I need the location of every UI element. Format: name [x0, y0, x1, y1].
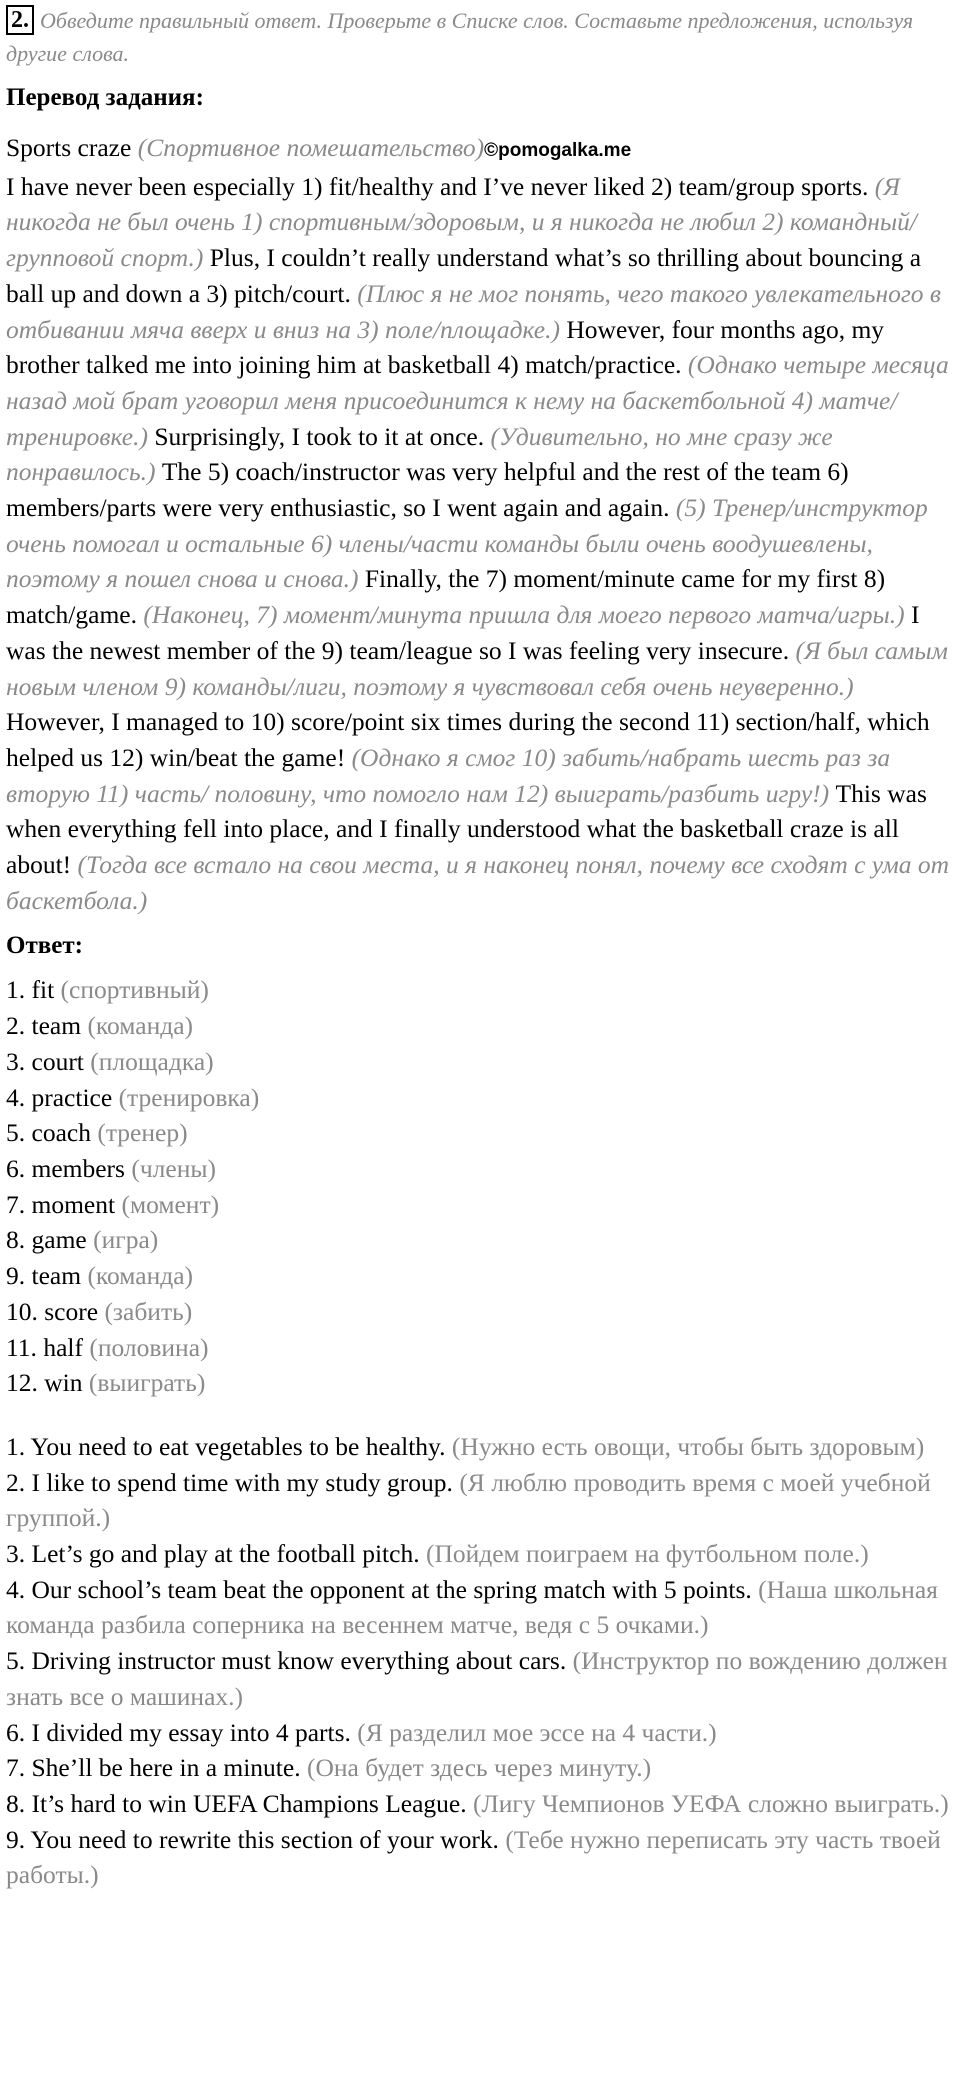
sentence-ru: (Пойдем поиграем на футбольном поле.) — [425, 1539, 869, 1569]
task-number-box: 2. — [6, 5, 34, 35]
answer-item — [6, 1365, 956, 1401]
sentence-ru: (Тебе нужно переписать эту часть твоей работы.) — [6, 1824, 941, 1890]
segment-ru: (Я никогда не был очень 1) спортивным/здоровым, и я никогда не любил 2) командный/групповой спорт.) — [6, 171, 917, 273]
answer-number: 7. — [6, 1189, 26, 1219]
segment-en: I have never been especially 1) fit/healthy and I’ve never liked 2) team/group sports. — [6, 171, 875, 201]
segment-ru: (Плюс я не мог понять, чего такого увлекательного в отбивании мяча вверх и вниз на 3) поле/площадке.) — [6, 278, 941, 344]
segment-en: Plus, I couldn’t really understand what’s so thrilling about bouncing a ball up and down a 3) pitch/court. — [6, 243, 922, 308]
sentence-ru: (Она будет здесь через минуту.) — [306, 1753, 652, 1783]
answer-number: 5. — [6, 1118, 26, 1148]
segment-en: However, I managed to 10) score/point six times during the second 11) section/half, which helped us 12) win/beat the game! — [6, 707, 930, 772]
answer-number: 4. — [6, 1082, 26, 1112]
document-page — [6, 4, 956, 1893]
sentence-en: 1. You need to eat vegetables to be healthy. — [6, 1431, 446, 1461]
sentence-ru: (Наша школьная команда разбила соперника на весеннем матче, ведя с 5 очками.) — [6, 1574, 938, 1640]
answer-word: fit — [31, 975, 55, 1005]
segment-ru: (Удивительно, но мне сразу же понравилось.) — [6, 421, 833, 487]
answer-heading: Ответ: — [6, 932, 83, 960]
answer-translation: (тренировка) — [118, 1082, 260, 1112]
answer-translation: (забить) — [104, 1296, 193, 1326]
segment-ru: (5) Тренер/инструктор очень помогал и остальные 6) члены/части команды были очень воодушевлены, поэтому я пошел снова и снова.) — [6, 493, 928, 594]
segment-ru: (Однако я смог 10) забить/набрать шесть раз за вторую 11) часть/ половину, что помогло нам 12) выиграть/разбить игру!) — [6, 742, 891, 808]
sentence-item — [6, 1786, 956, 1822]
answer-translation: (игра) — [93, 1225, 159, 1255]
answer-number: 3. — [6, 1046, 26, 1076]
sentence-ru: (Я люблю проводить время с моей учебной группой.) — [6, 1467, 931, 1533]
sentence-en: 8. It’s hard to win UEFA Champions League. — [6, 1788, 467, 1818]
sentence-en: 7. She’ll be here in a minute. — [6, 1753, 301, 1783]
example-sentences — [6, 1429, 956, 1893]
translation-heading: Перевод задания: — [6, 84, 204, 111]
answer-item — [6, 1044, 956, 1080]
answer-item — [6, 1258, 956, 1294]
answer-word: moment — [31, 1189, 116, 1219]
answer-item — [6, 1151, 956, 1187]
answer-item — [6, 1080, 956, 1116]
answer-item — [6, 972, 956, 1008]
sentence-item — [6, 1750, 956, 1786]
answer-number: 12. — [6, 1368, 38, 1398]
sentence-ru: (Я разделил мое эссе на 4 части.) — [357, 1717, 717, 1747]
answer-translation: (выиграть) — [88, 1368, 206, 1398]
answer-translation: (площадка) — [90, 1046, 214, 1076]
answer-number: 8. — [6, 1225, 26, 1255]
segment-ru: (Тогда все встало на свои места, и я наконец понял, почему все сходят с ума от баскетбола.) — [6, 850, 950, 915]
answer-word: win — [44, 1368, 83, 1398]
sentence-ru: (Лигу Чемпионов УЕФА сложно выиграть.) — [472, 1788, 949, 1818]
segment-ru: (Однако четыре месяца назад мой брат уговорил меня присоединится к нему на баскетбольной 4) матче/тренировке.) — [6, 350, 949, 451]
segment-en: Finally, the 7) moment/minute came for my first 8) match/game. — [6, 564, 886, 630]
answer-item — [6, 1222, 956, 1258]
sentence-item — [6, 1465, 956, 1536]
answer-word: team — [31, 1011, 82, 1041]
answer-number: 10. — [6, 1296, 38, 1326]
answer-word: score — [44, 1296, 99, 1326]
answer-translation: (команда) — [87, 1011, 193, 1041]
answer-word: team — [31, 1261, 82, 1291]
sentence-en: 4. Our school’s team beat the opponent at the spring match with 5 points. — [6, 1574, 752, 1604]
answer-item — [6, 1294, 956, 1330]
answer-word: practice — [31, 1082, 113, 1112]
answer-word: court — [31, 1046, 84, 1076]
sentence-ru: (Нужно есть овощи, чтобы быть здоровым) — [451, 1431, 925, 1461]
sentence-en: 2. I like to spend time with my study group. — [6, 1467, 453, 1497]
answer-number: 1. — [6, 975, 26, 1005]
answer-word: game — [31, 1225, 87, 1255]
text-title-en: Sports craze — [6, 133, 138, 162]
segment-en: This was when everything fell into place, and I finally understood what the basketball craze is all about! — [6, 778, 927, 880]
answer-translation: (момент) — [121, 1189, 220, 1219]
sentence-en: 6. I divided my essay into 4 parts. — [6, 1717, 351, 1747]
answer-translation: (половина) — [89, 1332, 209, 1362]
watermark-text: ©pomogalka.me — [484, 140, 632, 161]
answer-translation: (члены) — [131, 1153, 216, 1183]
answer-number: 6. — [6, 1153, 26, 1183]
answer-item — [6, 1008, 956, 1044]
text-title-ru: (Спортивное помешательство) — [137, 133, 485, 162]
answer-word: coach — [31, 1118, 91, 1148]
sentence-item — [6, 1429, 956, 1465]
task-instruction-text: Обведите правильный ответ. Проверьте в Списке слов. Составьте предложения, используя другие слова. — [6, 8, 914, 66]
answer-number: 2. — [6, 1011, 26, 1041]
sentence-item — [6, 1536, 956, 1572]
sentence-en: 9. You need to rewrite this section of your work. — [6, 1824, 499, 1854]
segment-en: Surprisingly, I took to it at once. — [154, 421, 491, 451]
sentence-ru: (Инструктор по вождению должен знать все о машинах.) — [6, 1646, 948, 1711]
answer-word: half — [43, 1332, 83, 1362]
answer-number: 11. — [6, 1332, 37, 1362]
sentence-en: 3. Let’s go and play at the football pitch. — [6, 1539, 420, 1569]
answer-translation: (тренер) — [97, 1118, 188, 1148]
answer-number: 9. — [6, 1261, 26, 1291]
task-instruction — [6, 4, 956, 70]
answer-list — [6, 972, 956, 1400]
answer-item — [6, 1187, 956, 1223]
answer-item — [6, 1115, 956, 1151]
sentence-item — [6, 1822, 956, 1893]
answer-translation: (спортивный) — [60, 975, 209, 1005]
segment-ru: (Наконец, 7) момент/минута пришла для моего первого матча/игры.) — [143, 600, 911, 630]
sentence-en: 5. Driving instructor must know everything about cars. — [6, 1646, 567, 1676]
answer-item — [6, 1330, 956, 1366]
segment-ru: (Я был самым новым членом 9) команды/лиги, поэтому я чувствовал себя очень неуверенно.) — [6, 635, 948, 701]
segment-en: The 5) coach/instructor was very helpful and the rest of the team 6) members/parts were very enthusiastic, so I went again and again. — [6, 457, 849, 523]
segment-en: I was the newest member of the 9) team/league so I was feeling very insecure. — [6, 600, 920, 665]
sentence-item — [6, 1572, 956, 1643]
answer-translation: (команда) — [87, 1261, 193, 1291]
answer-word: members — [31, 1153, 125, 1183]
sentence-item — [6, 1715, 956, 1751]
translation-paragraph — [6, 130, 956, 918]
segment-en: However, four months ago, my brother talked me into joining him at basketball 4) match/practice. — [6, 314, 885, 380]
sentence-item — [6, 1643, 956, 1714]
